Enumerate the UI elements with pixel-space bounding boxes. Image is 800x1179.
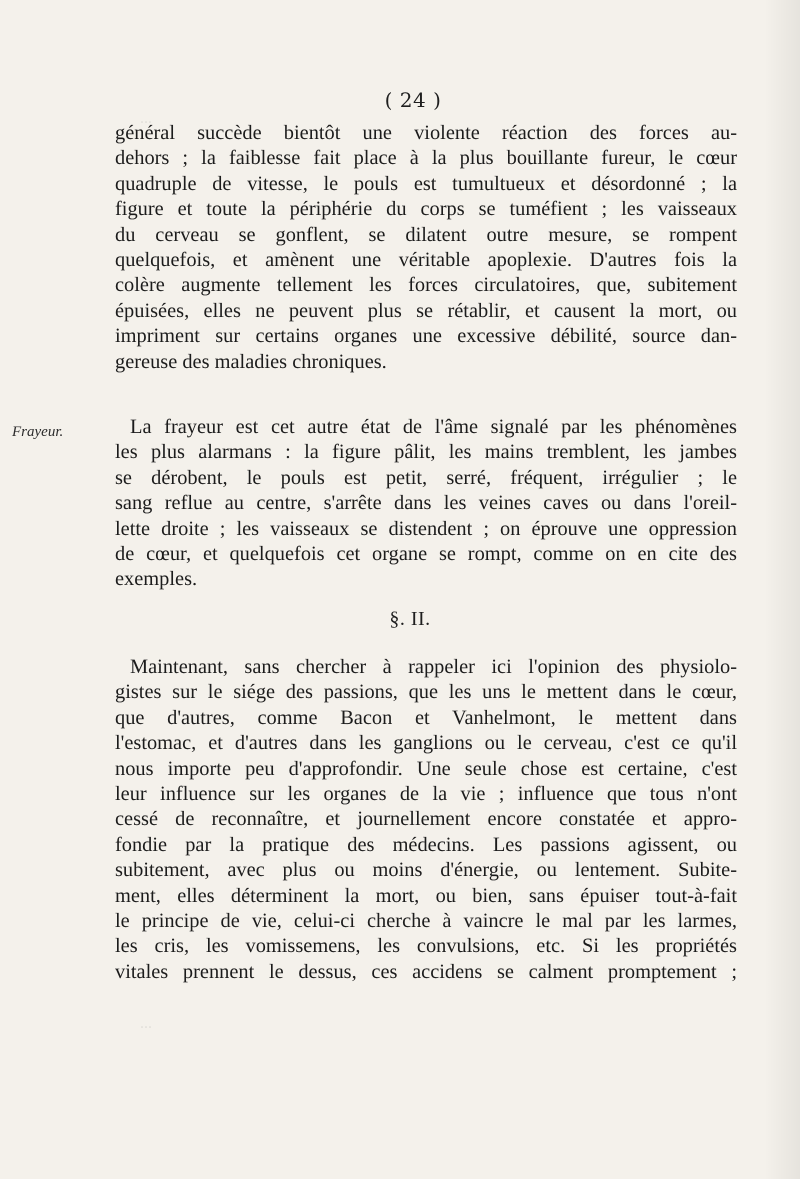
text-line: impriment sur certains organes une excessive débilité, source dan- [115,325,737,348]
text-line: se dérobent, le pouls est petit, serré, fréquent, irrégulier ; le [115,466,737,489]
text-line: vitales prennent le dessus, ces accidens se calment promptement ; [115,960,737,983]
text-line: les plus alarmans : la figure pâlit, les mains tremblent, les jambes [115,441,737,464]
text-line: gistes sur le siége des passions, que les uns le mettent dans le cœur, [115,681,737,704]
page-edge-shadow [764,0,800,1179]
text-line: que d'autres, comme Bacon et Vanhelmont, le mettent dans [115,706,737,729]
text-line: épuisées, elles ne peuvent plus se rétablir, et causent la mort, ou [115,299,737,322]
paragraph-1 [115,121,737,375]
show-through-text: ... [140,110,152,127]
text-line: subitement, avec plus ou moins d'énergie, ou lentement. Subite- [115,859,737,882]
text-line: lette droite ; les vaisseaux se distendent ; on éprouve une oppression [115,517,737,540]
text-line: dehors ; la faiblesse fait place à la plus bouillante fureur, le cœur [115,147,737,170]
text-line: nous importe peu d'approfondir. Une seule chose est certaine, c'est [115,757,737,780]
text-line: ment, elles déterminent la mort, ou bien, sans épuiser tout-à-fait [115,884,737,907]
text-line: quelquefois, et amènent une véritable apoplexie. D'autres fois la [115,249,737,272]
text-line: le principe de vie, celui-ci cherche à vaincre le mal par les larmes, [115,910,737,933]
text-line: du cerveau se gonflent, se dilatent outre mesure, se rompent [115,223,737,246]
paragraph-2 [115,415,737,593]
text-line: quadruple de vitesse, le pouls est tumultueux et désordonné ; la [115,172,737,195]
margin-note: Frayeur. [12,424,64,440]
text-line: l'estomac, et d'autres dans les ganglions ou le cerveau, c'est ce qu'il [115,732,737,755]
text-line: colère augmente tellement les forces circulatoires, que, subitement [115,274,737,297]
text-line: sang reflue au centre, s'arrête dans les veines caves ou dans l'oreil- [115,492,737,515]
text-line: gereuse des maladies chroniques. [115,350,387,373]
text-line: fondie par la pratique des médecins. Les passions agissent, ou [115,833,737,856]
text-line: Maintenant, sans chercher à rappeler ici l'opinion des physiolo- [130,656,737,678]
text-line: cessé de reconnaître, et journellement encore constatée et appro- [115,808,737,831]
text-line: de cœur, et quelquefois cet organe se rompt, comme on en cite des [115,543,737,566]
text-line: général succède bientôt une violente réaction des forces au- [115,122,737,144]
text-line: La frayeur est cet autre état de l'âme signalé par les phénomènes [130,416,737,438]
section-heading: §. II. [389,608,431,630]
show-through-text: ... [140,1015,152,1032]
text-line: exemples. [115,568,198,591]
paragraph-3 [115,655,737,985]
text-line: figure et toute la périphérie du corps se tuméfient ; les vaisseaux [115,198,737,221]
text-line: les cris, les vomissemens, les convulsions, etc. Si les propriétés [115,935,737,958]
text-line: leur influence sur les organes de la vie ; influence que tous n'ont [115,783,737,806]
page-number: ( 24 ) [384,88,442,112]
